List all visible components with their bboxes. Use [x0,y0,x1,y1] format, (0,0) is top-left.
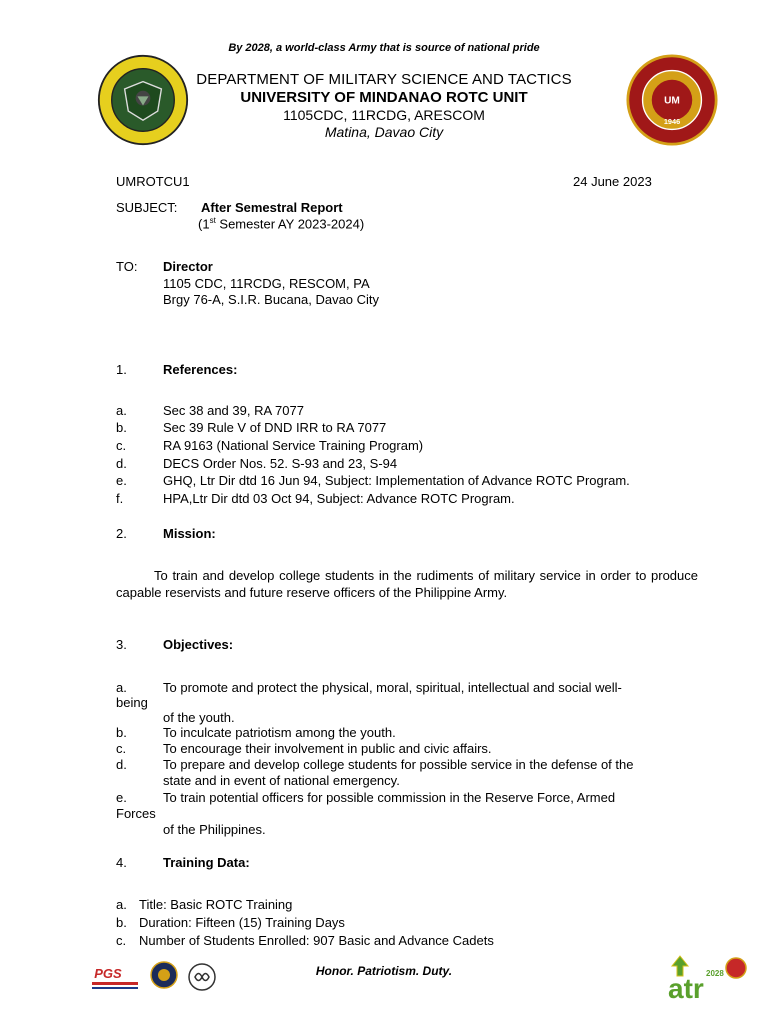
objective-key: b. [116,725,127,740]
pgs-logo-graphic [88,962,144,1000]
training-item [116,915,345,930]
training-text: Title: Basic ROTC Training [139,897,293,912]
to-name: Director [163,259,213,274]
training-text: Duration: Fifteen (15) Training Days [139,915,345,930]
section-objectives-title: Objectives: [163,637,234,652]
objective-text-cont: state and in event of national emergency. [163,773,400,788]
header-department: DEPARTMENT OF MILITARY SCIENCE AND TACTICS [196,71,572,88]
iso-logo-graphic [187,962,217,992]
objective-text-wrap: Forces [116,806,156,821]
header-command: 1105CDC, 11RCDG, ARESCOM [283,107,485,123]
objective-item [116,757,706,772]
objective-text: To encourage their involvement in public and civic affairs. [163,741,492,756]
reference-item [116,420,706,435]
subject-semester [198,216,364,231]
objective-item [116,680,698,695]
document-date: 24 June 2023 [573,174,652,189]
subject-label: SUBJECT: [116,200,178,215]
reference-text: GHQ, Ltr Dir dtd 16 Jun 94, Subject: Implementation of Advance ROTC Program. [163,473,630,488]
objective-item [116,741,706,756]
section-training-number: 4. [116,855,127,870]
reference-text: HPA,Ltr Dir dtd 03 Oct 94, Subject: Advance ROTC Program. [163,491,515,506]
reference-key: e. [116,473,127,488]
objective-text: To promote and protect the physical, moral, spiritual, intellectual and social well- [163,680,622,695]
training-text: Number of Students Enrolled: 907 Basic and Advance Cadets [139,933,494,948]
objective-item [116,790,698,805]
training-item [116,897,292,912]
reference-item [116,403,706,418]
section-objectives-number: 3. [116,637,127,652]
objective-text: To train potential officers for possible commission in the Reserve Force, Armed [163,790,616,805]
training-key: b. [116,915,127,930]
subject-title: After Semestral Report [201,200,343,215]
to-label: TO: [116,259,138,274]
islands-logo-graphic [150,961,178,989]
objective-key: e. [116,790,127,805]
objective-key: a. [116,680,127,695]
section-mission-number: 2. [116,526,127,541]
reference-text: DECS Order Nos. 52. S-93 and 23, S-94 [163,456,398,471]
section-mission-title: Mission: [163,526,216,541]
training-item [116,933,494,948]
reference-text: RA 9163 (National Service Training Program) [163,438,424,453]
reference-key: c. [116,438,127,453]
right-seal-center: UM [664,95,680,107]
objective-item [116,725,706,740]
objective-text-cont: of the Philippines. [163,822,266,837]
atr-logo-year: 2028 [706,969,724,978]
subject-semester-open: (1 [198,216,210,232]
reference-text: Sec 38 and 39, RA 7077 [163,403,304,418]
vision-statement: By 2028, a world-class Army that is source of national pride [228,42,540,54]
reference-item [116,473,706,488]
islands-good-governance-logo [150,961,178,989]
reference-text: Sec 39 Rule V of DND IRR to RA 7077 [163,420,387,435]
objective-key: c. [116,741,127,756]
reference-key: d. [116,456,127,471]
to-line1: 1105 CDC, 11RCDG, RESCOM, PA [163,276,370,291]
objective-text: To prepare and develop college students for possible service in the defense of the [163,757,634,772]
reference-code: UMROTCU1 [116,174,190,189]
reference-key: a. [116,403,127,418]
reference-key: b. [116,420,127,435]
footer-motto: Honor. Patriotism. Duty. [315,964,453,978]
objective-text-wrap: being [116,695,148,710]
army-transformation-roadmap-logo [666,954,748,1002]
to-line2: Brgy 76-A, S.I.R. Bucana, Davao City [163,292,380,307]
subject-semester-rest: Semester AY 2023-2024) [215,216,365,232]
header-location: Matina, Davao City [324,124,444,140]
atr-logo-graphic [666,954,748,1002]
reference-key: f. [116,491,124,506]
section-training-title: Training Data: [163,855,250,870]
atr-logo-text: atr [668,973,704,1002]
pgs-logo [88,962,144,1000]
mission-paragraph: To train and develop college students in the rudiments of military service in order to produce capable reservists and future reserve officers of the Philippine Army. [116,568,698,600]
section-references-title: References: [163,362,238,377]
reference-item [116,456,706,471]
section-references-number: 1. [116,362,127,377]
training-key: a. [116,897,127,912]
objective-key: d. [116,757,127,772]
reference-item [116,491,706,506]
header-unit: UNIVERSITY OF MINDANAO ROTC UNIT [240,89,528,106]
reference-item [116,438,706,453]
pgs-logo-text: PGS [94,966,122,981]
training-key: c. [116,933,127,948]
objective-text-cont: of the youth. [163,710,235,725]
objective-text: To inculcate patriotism among the youth. [163,725,396,740]
right-seal-year: 1946 [663,116,681,126]
iso-certification-logo [187,962,217,992]
subject-semester-sup: st [209,216,216,225]
